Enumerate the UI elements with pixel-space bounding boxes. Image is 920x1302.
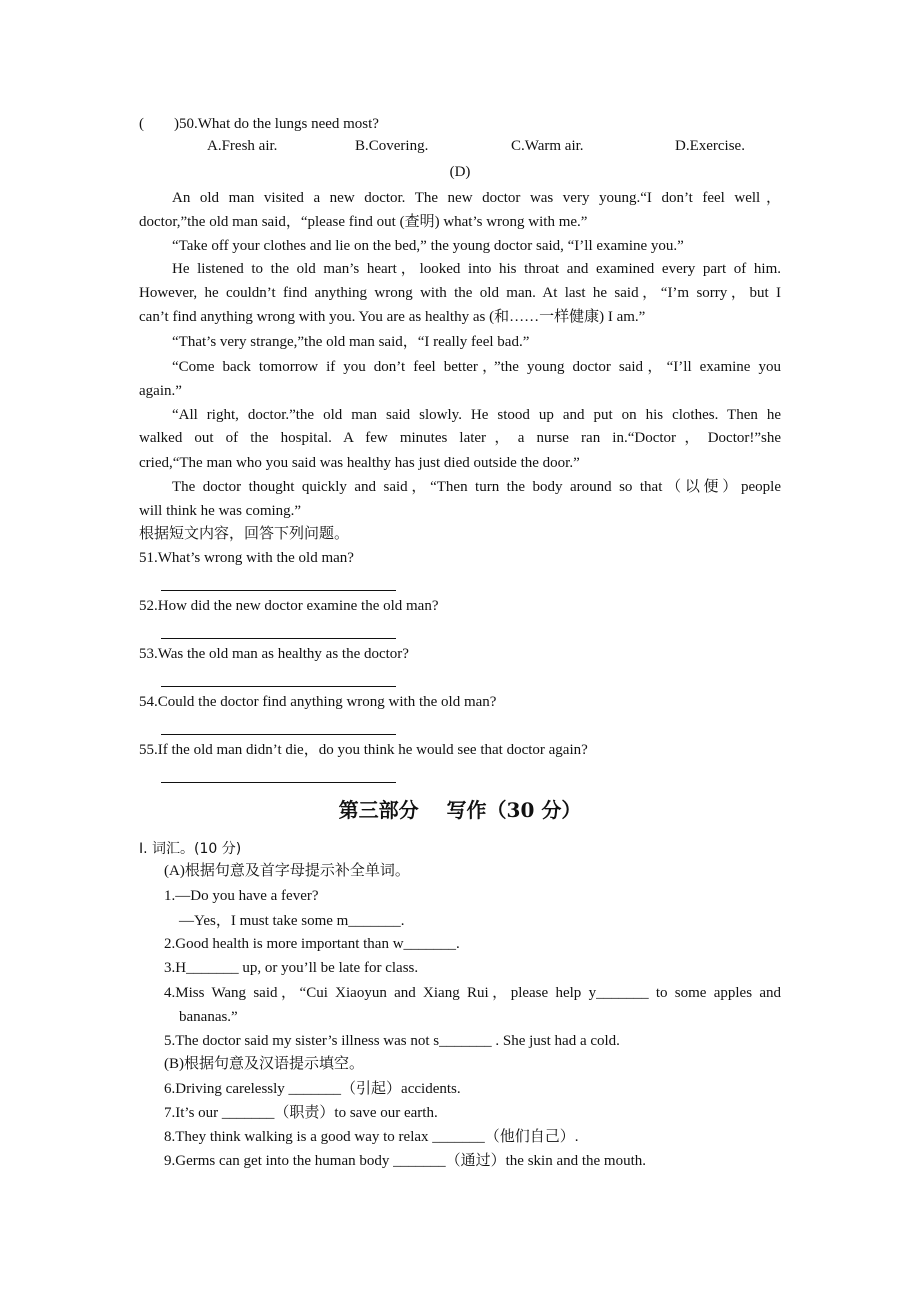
passage-line: can’t find anything wrong with you. You are as healthy as (和……一样健康) I am.”: [139, 309, 646, 325]
answer-line-52[interactable]: [161, 638, 396, 639]
passage-line: He listened to the old man’s heart，looked into his throat and examined every part of him.: [172, 261, 781, 277]
answer-line-51[interactable]: [161, 590, 396, 591]
passage-line: will think he was coming.”: [139, 503, 302, 519]
vocab-item-6: 6.Driving carelessly _______（引起）accidents.: [164, 1081, 461, 1097]
question-51: 51.What’s wrong with the old man?: [139, 550, 354, 566]
passage-line: “Come back tomorrow if you don’t feel better，”the young doctor said，“I’ll examine you: [172, 359, 781, 375]
vocab-item-1: 1.—Do you have a fever?: [164, 888, 319, 904]
vocab-item-3: 3.H_______ up, or you’ll be late for class.: [164, 960, 419, 976]
passage-line: “That’s very strange,”the old man said，“I really feel bad.”: [172, 334, 530, 350]
option-a: A.Fresh air.: [207, 138, 278, 154]
question-54: 54.Could the doctor find anything wrong with the old man?: [139, 694, 497, 710]
vocab-item-8: 8.They think walking is a good way to relax _______（他们自己）.: [164, 1129, 579, 1145]
passage-line: walked out of the hospital. A few minutes later，a nurse ran in.“Doctor，Doctor!”she: [139, 430, 781, 446]
section-title: Ⅰ. 词汇。(10 分): [139, 841, 242, 857]
vocab-item-7: 7.It’s our _______（职责）to save our earth.: [164, 1105, 438, 1121]
answer-line-55[interactable]: [161, 782, 396, 783]
vocab-item-9: 9.Germs can get into the human body _______（通过）the skin and the mouth.: [164, 1153, 647, 1169]
answer-paren: ( ): [139, 116, 179, 132]
vocab-item-2: 2.Good health is more important than w_______.: [164, 936, 460, 952]
vocab-item-4-cont: bananas.”: [179, 1009, 238, 1025]
part-heading: 第三部分 写作（30 分）: [338, 798, 582, 822]
passage-line: However, he couldn’t find anything wrong with the old man. At last he said，“I’m sorry，but I: [139, 285, 781, 301]
option-b: B.Covering.: [355, 138, 429, 154]
passage-line: An old man visited a new doctor. The new doctor was very young.“I don’t feel well，: [172, 190, 781, 206]
instructions: 根据短文内容，回答下列问题。: [139, 526, 350, 542]
passage-line: “Take off your clothes and lie on the bed,” the young doctor said, “I’ll examine you.”: [172, 238, 684, 254]
vocab-item-1-reply: —Yes，I must take some m_______.: [179, 913, 405, 929]
question-stem: 50.What do the lungs need most?: [179, 116, 379, 132]
question-55: 55.If the old man didn’t die，do you think he would see that doctor again?: [139, 742, 588, 758]
option-c: C.Warm air.: [511, 138, 584, 154]
answer-line-53[interactable]: [161, 686, 396, 687]
subsection-a-title: (A)根据句意及首字母提示补全单词。: [164, 863, 410, 879]
question-53: 53.Was the old man as healthy as the doctor?: [139, 646, 409, 662]
passage-line: doctor,”the old man said，“please find out (查明) what’s wrong with me.”: [139, 214, 588, 230]
question-52: 52.How did the new doctor examine the old man?: [139, 598, 439, 614]
passage-line: again.”: [139, 383, 182, 399]
passage-label: (D): [449, 164, 471, 180]
answer-line-54[interactable]: [161, 734, 396, 735]
passage-line: cried,“The man who you said was healthy has just died outside the door.”: [139, 455, 580, 471]
passage-line: The doctor thought quickly and said，“Then turn the body around so that（以便）people: [172, 479, 781, 495]
option-d: D.Exercise.: [675, 138, 745, 154]
passage-line: “All right, doctor.”the old man said slowly. He stood up and put on his clothes. Then he: [172, 407, 781, 423]
subsection-b-title: (B)根据句意及汉语提示填空。: [164, 1056, 364, 1072]
vocab-item-5: 5.The doctor said my sister’s illness was not s_______ . She just had a cold.: [164, 1033, 620, 1049]
vocab-item-4: 4.Miss Wang said，“Cui Xiaoyun and Xiang Rui，please help y_______ to some apples and: [164, 985, 781, 1001]
question-50: [139, 114, 781, 134]
